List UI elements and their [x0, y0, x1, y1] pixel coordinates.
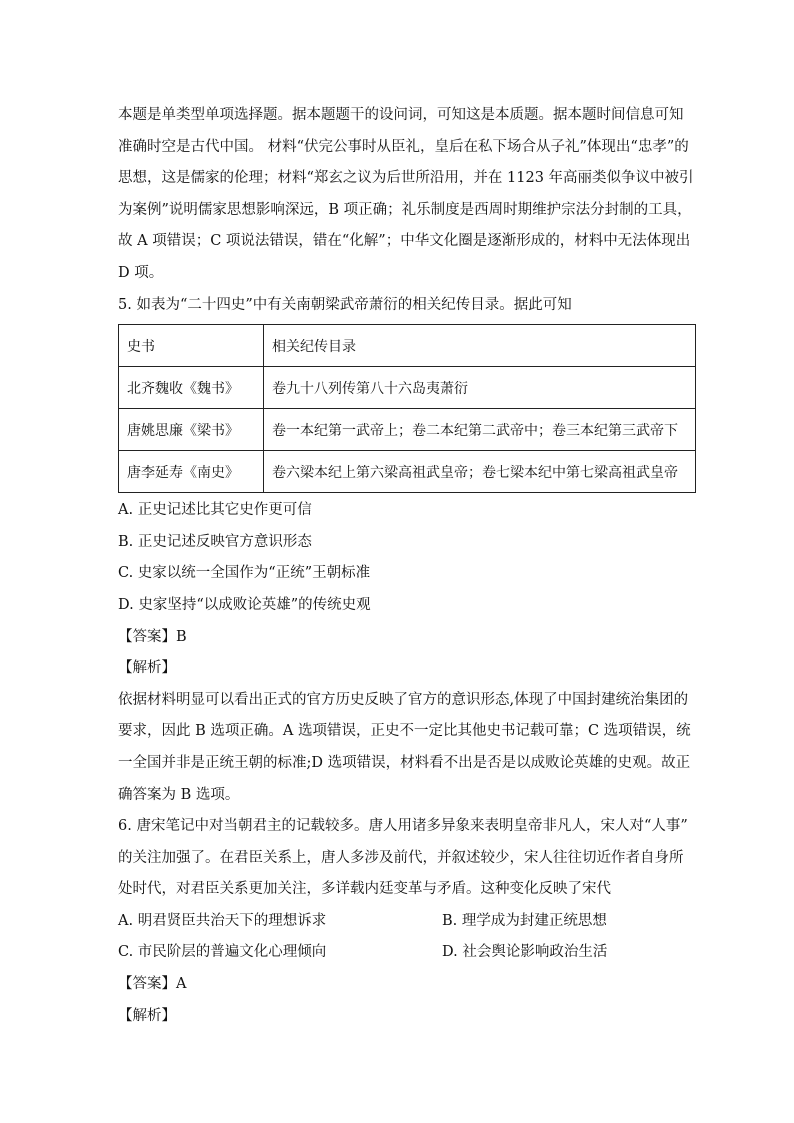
text-line: 本题是单类型单项选择题。据本题题干的设问词，可知这是本质题。据本题时间信息可知 [118, 107, 684, 123]
option-d: D. 社会舆论影响政治生活 [442, 944, 608, 961]
analysis-line: 确答案为 B 选项。 [118, 786, 240, 803]
analysis-line: 依据材料明显可以看出正式的官方历史反映了官方的意识形态,体现了中国封建统治集团的 [118, 691, 689, 708]
question-stem: 处时代，对君臣关系更加关注，多详载内廷变革与矛盾。这种变化反映了宋代 [118, 881, 611, 898]
document-page [118, 100, 696, 1032]
table-row [119, 451, 696, 493]
biography-table [118, 324, 696, 493]
table-cell: 唐姚思廉《梁书》 [119, 409, 264, 451]
option-a: A. 正史记述比其它史作更可信 [118, 502, 312, 519]
table-cell: 卷六梁本纪上第六梁高祖武皇帝；卷七梁本纪中第七梁高祖武皇帝 [264, 451, 696, 493]
option-c: C. 市民阶层的普遍文化心理倾向 [118, 944, 327, 961]
option-d: D. 史家坚持“以成败论英雄”的传统史观 [118, 596, 371, 613]
table-header-row [119, 325, 696, 367]
answer-label: 【答案】B [118, 628, 187, 645]
analysis-line: 要求，因此 B 选项正确。A 选项错误，正史不一定比其他史书记载可靠；C 选项错误，统 [118, 723, 691, 740]
option-a: A. 明君贤臣共治天下的理想诉求 [118, 912, 327, 929]
table-cell: 卷九十八列传第八十六岛夷萧衍 [264, 367, 696, 409]
option-b: B. 理学成为封建正统思想 [442, 912, 607, 929]
answer-label: 【答案】A [118, 976, 187, 993]
intro-analysis [118, 100, 696, 290]
text-line: 为案例”说明儒家思想影响深远，B 项正确；礼乐制度是西周时期维护宗法分封制的工具， [118, 201, 692, 218]
question-stem: 的关注加强了。在君臣关系上，唐人多涉及前代，并叙述较少，宋人往往切近作者自身所 [118, 849, 684, 866]
analysis-label: 【解析】 [118, 1007, 176, 1024]
text-line: D 项。 [118, 264, 164, 281]
table-cell: 卷一本纪第一武帝上；卷二本纪第二武帝中；卷三本纪第三武帝下 [264, 409, 696, 451]
question-stem: 5. 如表为“二十四史”中有关南朝梁武帝萧衍的相关纪传目录。据此可知 [118, 296, 572, 313]
table-cell: 北齐魏收《魏书》 [119, 367, 264, 409]
table-row [119, 409, 696, 451]
table-cell: 唐李延寿《南史》 [119, 451, 264, 493]
option-b: B. 正史记述反映官方意识形态 [118, 533, 312, 550]
question-5 [118, 290, 696, 812]
question-stem: 6. 唐宋笔记中对当朝君主的记载较多。唐人用诸多异象来表明皇帝非凡人，宋人对“人事” [118, 818, 688, 835]
analysis-line: 一全国并非是正统王朝的标准;D 选项错误，材料看不出是否是以成败论英雄的史观。故正 [118, 754, 691, 771]
text-line: 故 A 项错误；C 项说法错误，错在“化解”；中华文化圈是逐渐形成的，材料中无法体现出 [118, 233, 691, 250]
analysis-label: 【解析】 [118, 660, 176, 677]
question-6 [118, 811, 696, 1032]
option-row [118, 906, 696, 938]
option-c: C. 史家以统一全国作为“正统”王朝标准 [118, 565, 371, 582]
text-line: 思想，这是儒家的伦理；材料“郑玄之议为后世所沿用，并在 1123 年高丽类似争议中被引 [118, 170, 694, 187]
text-line: 准确时空是古代中国。 材料“伏完公事时从臣礼，皇后在私下场合从子礼”体现出“忠孝”的 [118, 138, 689, 155]
table-row [119, 367, 696, 409]
table-header: 相关纪传目录 [264, 325, 696, 367]
option-row [118, 937, 696, 969]
table-header: 史书 [119, 325, 264, 367]
